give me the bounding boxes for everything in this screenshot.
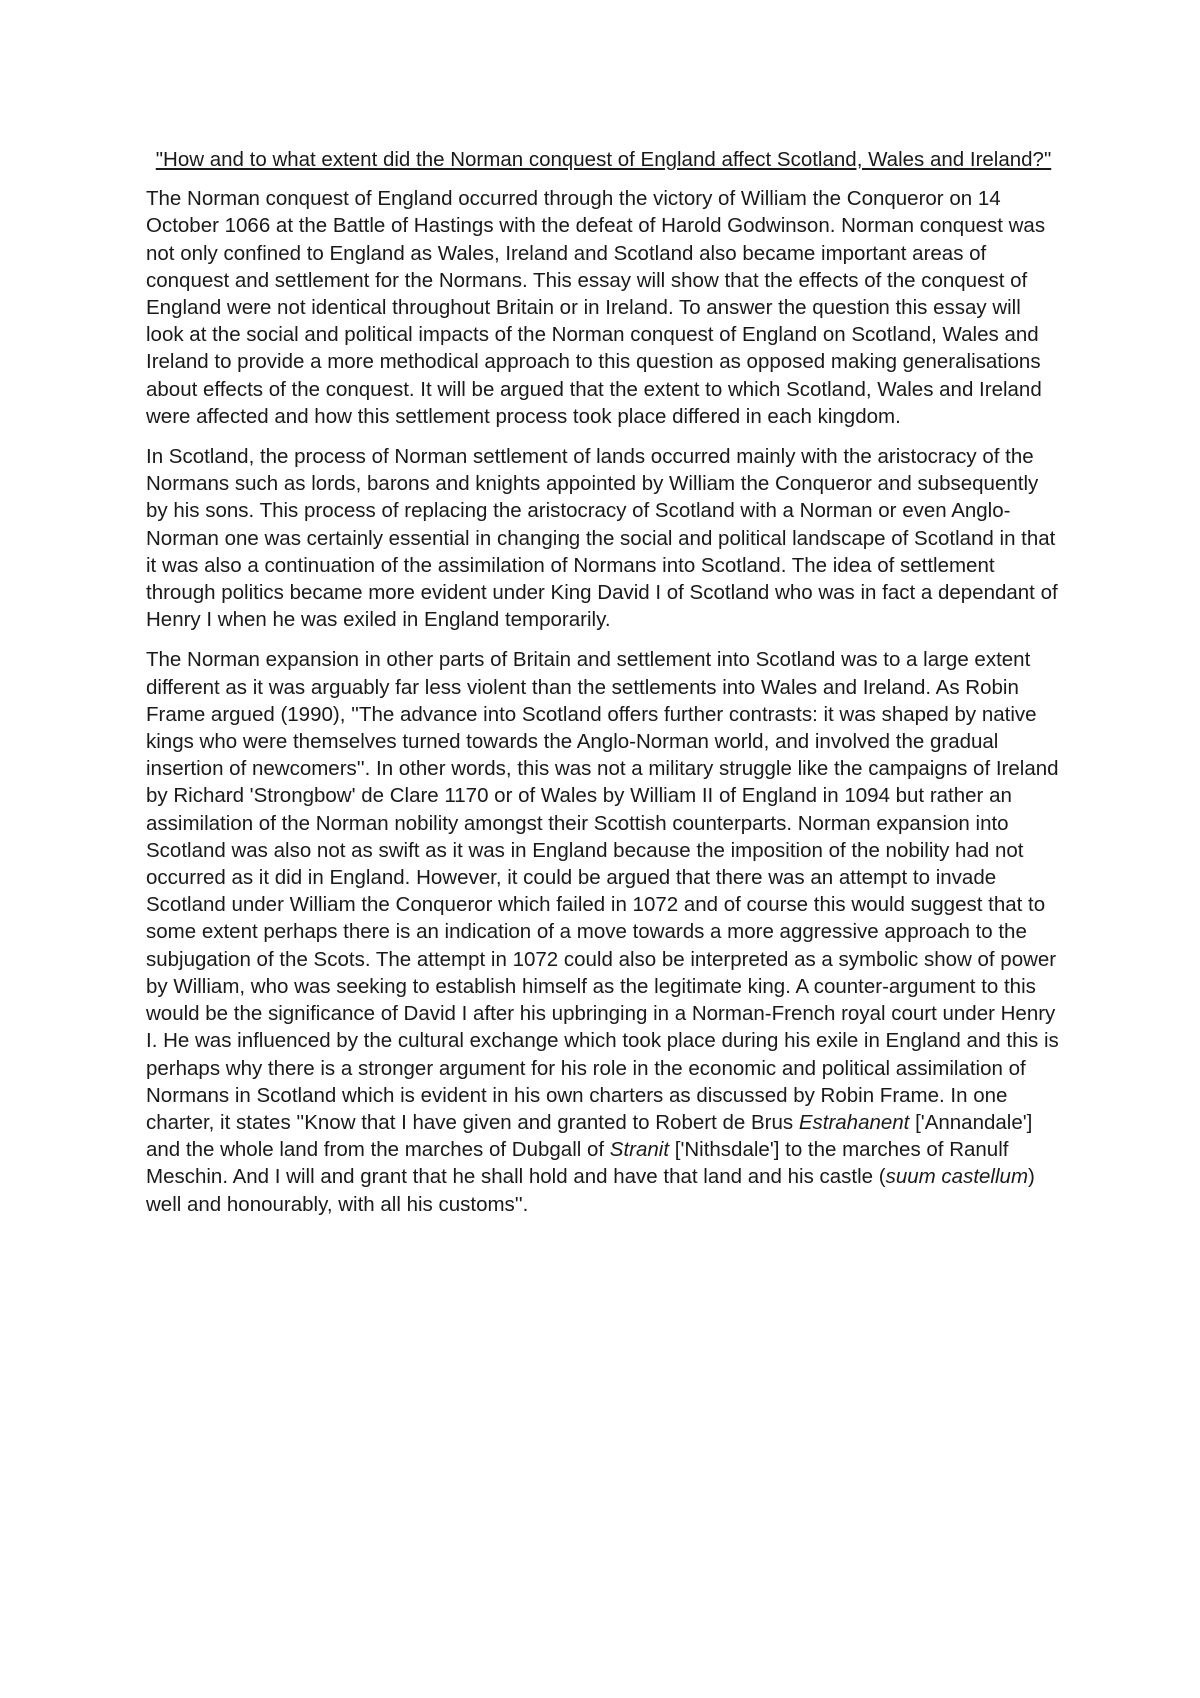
paragraph-text-segment: ) well and honourably, with all his customs''. [146, 1165, 1035, 1216]
italic-term-stranit: Stranit [609, 1138, 670, 1162]
paragraph-text-segment: ['Annandale'] and the whole land from the marches of Dubgall of [146, 1110, 1033, 1162]
italic-term-suum-castellum: suum castellum [885, 1165, 1029, 1189]
essay-body [146, 146, 1061, 1231]
essay-title: "How and to what extent did the Norman conquest of England affect Scotland, Wales and Ireland?" [155, 148, 1052, 171]
italic-term-estrahanent: Estrahanent [798, 1110, 910, 1134]
paragraph-text-segment: The Norman expansion in other parts of Britain and settlement into Scotland was to a large extent different as it was arguably far less violent than the settlements into Wales and Ireland. As Robin Frame argued (1990), ''The advance into Scotland offers further contrasts: it was shaped by native kings who were themselves turned towards the Anglo-Norman world, and involved the gradual insertion of newcomers''. In other words, this was not a military struggle like the campaigns of Ireland by Richard 'Strongbow' de Clare 1170 or of Wales by William II of England in 1094 but rather an assimilation of the Norman nobility amongst their Scottish counterparts. Norman expansion into Scotland was also not as swift as it was in England because the imposition of the nobility had not occurred as it did in England. However, it could be argued that there was an attempt to invade Scotland under William the Conqueror which failed in 1072 and of course this would suggest that to some extent perhaps there is an indication of a move towards a more aggressive approach to the subjugation of the Scots. The attempt in 1072 could also be interpreted as a symbolic show of power by William, who was seeking to establish himself as the legitimate king. A counter-argument to this would be the significance of David I after his upbringing in a Norman-French royal court under Henry I. He was influenced by the cultural exchange which took place during his exile in England and this is perhaps why there is a stronger argument for his role in the economic and political assimilation of Normans in Scotland which is evident in his own charters as discussed by Robin Frame. In one charter, it states ''Know that I have given and granted to Robert de Brus [146, 648, 1059, 1134]
paragraph-intro: The Norman conquest of England occurred through the victory of William the Conqueror on 14 October 1066 at the Battle of Hastings with the defeat of Harold Godwinson. Norman conquest was not only confined to England as Wales, Ireland and Scotland also became important areas of conquest and settlement for the Normans. This essay will show that the effects of the conquest of England were not identical throughout Britain or in Ireland. To answer the question this essay will look at the social and political impacts of the Norman conquest of England on Scotland, Wales and Ireland to provide a more methodical approach to this question as opposed making generalisations about effects of the conquest. It will be argued that the extent to which Scotland, Wales and Ireland were affected and how this settlement process took place differed in each kingdom. [146, 187, 1046, 428]
paragraph-scotland: In Scotland, the process of Norman settlement of lands occurred mainly with the aristocracy of the Normans such as lords, barons and knights appointed by William the Conqueror and subsequently by his sons. This process of replacing the aristocracy of Scotland with a Norman or even Anglo-Norman one was certainly essential in changing the social and political landscape of Scotland in that it was also a continuation of the assimilation of Normans into Scotland. The idea of settlement through politics became more evident under King David I of Scotland who was in fact a dependant of Henry I when he was exiled in England temporarily. [146, 445, 1058, 632]
paragraph-norman-expansion [146, 646, 1061, 1217]
paragraph-text-segment: ['Nithsdale'] to the marches of Ranulf Meschin. And I will and grant that he shall hold and have that land and his castle ( [146, 1138, 1009, 1189]
